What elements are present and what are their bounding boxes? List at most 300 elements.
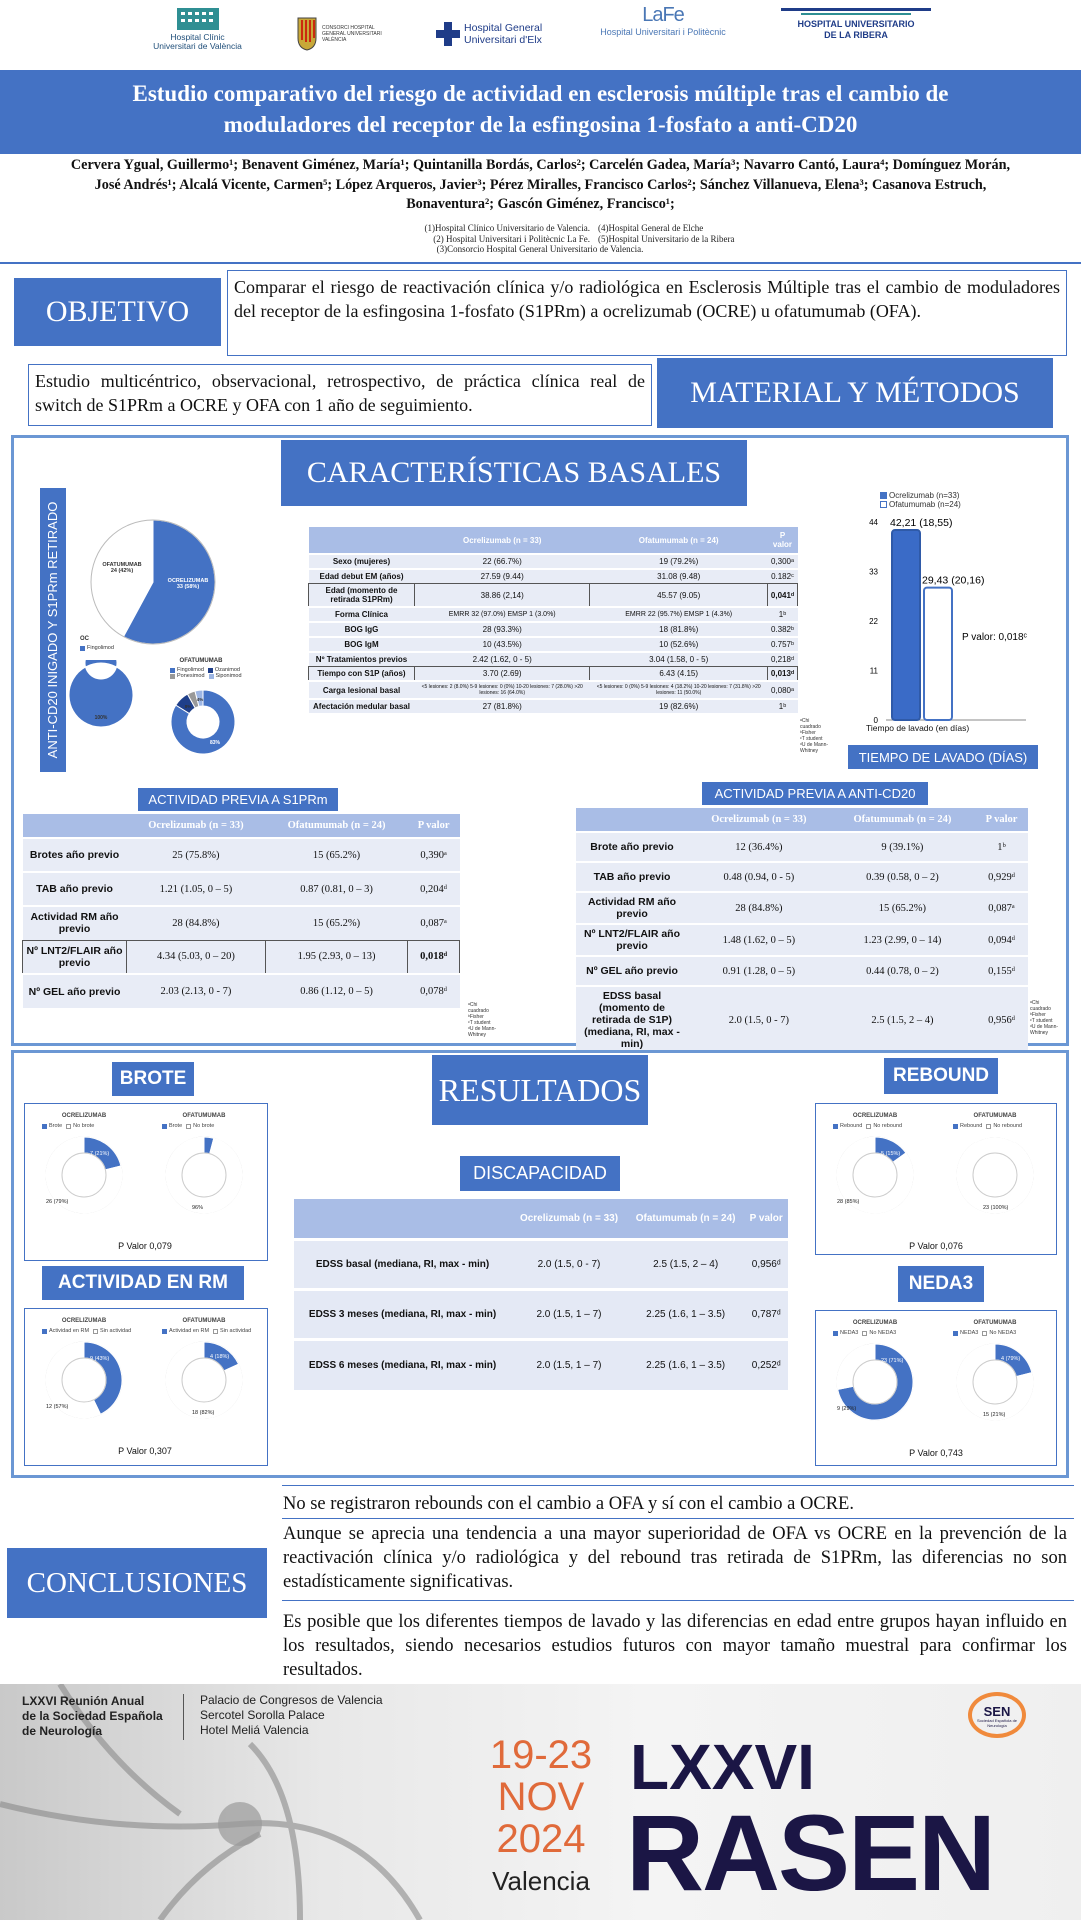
legend-text: NEDA3 [840,1330,859,1336]
panel-ofa-title: OFATUMUMAB [973,1320,1017,1326]
legend-swatch [170,674,175,679]
col-header: P valor [975,808,1028,832]
meeting-l1: LXXVI Reunión Anual [22,1694,145,1708]
table-cell: 2.25 (1.6, 1 – 3.5) [627,1340,745,1390]
lavado-caption: TIEMPO DE LAVADO (DÍAS) [848,745,1038,769]
legend-item [862,1330,896,1336]
pie-ofa-label [92,562,152,574]
affiliation-3: (3)Consorcio Hospital General Universitario de Valencia. [436,244,644,254]
note-d: ᵈU de Mann-Whitney [800,742,829,754]
table-row [23,872,460,906]
legend-swatch [982,1331,987,1336]
meeting-l2: de la Sociedad Española [22,1709,163,1723]
authors [8,156,1073,215]
table-row [309,667,798,682]
table-cell: 27 (81.8%) [415,699,590,713]
legend-item [42,1123,62,1129]
table-row [23,940,460,974]
lavado-legend [880,491,961,509]
dates-l3: 2024 [496,1817,586,1861]
table-cell: 0.382ᵇ [767,622,797,637]
table-cell: 0,218ᵈ [767,652,797,667]
conclusion-3: Es posible que los diferentes tiempos de lavado y las diferencias en edad entre grupos hayan influido en los resultados, siendo necesarios estudios futuros con mayor tamaño muestral para confirmar los resultados. [283,1612,1067,1680]
legend-swatch [213,1329,218,1334]
table-cell: 0.86 (1.12, 0 – 5) [265,974,407,1008]
conclusion-2: Aunque se aprecia una tendencia a una mayor superioridad de OFA vs OCRE en la prevención de la reactivación clínica y/o radiológica y del rebound tras retirada de S1PRm, las diferencias no son estadísticamente significativas. [283,1524,1067,1592]
table-cell: 0,300ᵃ [767,554,797,569]
table-cell: 31.08 (9.48) [590,569,768,584]
footer-venues [200,1693,383,1738]
table-cell: 28 (84.8%) [127,906,266,940]
donut-ofa-small2: 4% [196,697,204,702]
legend-item [162,1328,209,1334]
table-row [309,699,798,713]
legend-swatch [80,646,85,651]
donut-oc-title: OC [80,636,89,642]
table-cell: Nº GEL año previo [23,974,127,1008]
table-cell: 0,078ᵈ [408,974,460,1008]
affiliation-2: (2) Hospital Universitari i Politècnic La Fe. [433,233,590,244]
note-d: ᵈU de Mann-Whitney [468,1026,497,1038]
table-cell: 0,787ᵈ [744,1290,788,1340]
pie-ocre-label [158,578,218,590]
table-cell: 2.0 (1.5, 1 – 7) [511,1290,627,1340]
table-cell: 2.5 (1.5, 2 – 4) [830,986,975,1053]
table-cell: 0,087ᵃ [408,906,460,940]
legend-text: Rebound [960,1123,983,1129]
table-cell: 3.04 (1.58, 0 - 5) [590,652,768,667]
concl-line2 [282,1518,1074,1519]
panel-ofa-title: OFATUMUMAB [182,1113,226,1119]
table-cell: 18 (81.8%) [590,622,768,637]
lavado-legend1: Ocrelizumab (n=33) [889,491,960,500]
venue-l1: Palacio de Congresos de Valencia [200,1693,383,1707]
table-row [294,1340,788,1390]
side-label: ANTI-CD20 INIGADO Y S1PRm RETIRADO [45,501,60,759]
table-cell: 1ᵇ [767,699,797,713]
table-cell: 22 (66.7%) [415,554,590,569]
lavado-legend-ofa [880,500,961,509]
logo-elx-line1: Hospital General [464,22,543,34]
table-cell: 25 (75.8%) [127,838,266,872]
affiliations-right [598,223,798,244]
table-row [309,554,798,569]
note-a: ᵃChi cuadrado [800,718,821,730]
table-row [309,681,798,699]
col-header: Ofatumumab (n = 24) [627,1199,745,1240]
col-header [294,1199,511,1240]
panel-oc-title: OCRELIZUMAB [61,1113,107,1119]
table-cell: 0.91 (1.28, 0 – 5) [688,956,830,986]
legend-item [93,1328,131,1334]
rebound-header: REBOUND [884,1058,998,1094]
logo-ribera-line2: DE LA RIBERA [824,30,888,40]
divider [0,262,1081,264]
y-tick: 11 [869,666,878,676]
table-cell: 1ᵇ [975,832,1028,862]
legend-text: No NEDA3 [869,1330,897,1336]
note-d: ᵈU de Mann-Whitney [1030,1024,1059,1036]
table-cell: EDSS basal (mediana, RI, max - min) [294,1240,511,1290]
legend-item [186,1123,214,1129]
logo-ribera [774,4,938,64]
legend-swatch [862,1331,867,1336]
legend-text: NEDA3 [960,1330,979,1336]
slice-label: 9 (43%) [90,1356,110,1362]
note-a: ᵃChi cuadrado [468,1002,489,1014]
logo-lafe-line2: Hospital Universitari i Politècnic [600,27,726,37]
table-cell: 15 (65.2%) [265,906,407,940]
conclusion-1: No se registraron rebounds con el cambio a OFA y sí con el cambio a OCRE. [283,1494,854,1514]
y-tick: 0 [873,716,878,725]
slice-label: 18 (82%) [192,1410,215,1416]
concl-line1 [282,1485,1074,1486]
table-row [309,569,798,584]
shield-icon [296,16,318,52]
table-cell: 19 (79.2%) [590,554,768,569]
donut-oc-legend-text: Fingolimod [87,645,114,651]
basales-header: CARACTERÍSTICAS BASALES [281,440,747,506]
note-b: ᵇFisher [800,730,816,736]
table-row [309,622,798,637]
panel-oc-title: OCRELIZUMAB [61,1318,107,1324]
slice-label: 1 (4%) [210,1149,227,1155]
table-cell: 45.57 (9.05) [590,584,768,608]
table-cell: EMRR 22 (95.7%) EMSP 1 (4.3%) [590,607,768,622]
table-cell: Tiempo con S1P (años) [309,667,415,682]
legend-ozanimod: Ozanimod [214,667,240,673]
legend-swatch [866,1124,871,1129]
col-header: Ocrelizumab (n = 33) [127,814,266,838]
pie-ofa-name: OFATUMUMAB [102,562,142,568]
legend-swatch [93,1329,98,1334]
slice-label: 26 (79%) [46,1199,69,1205]
table-cell: Brote año previo [576,832,688,862]
lavado-chart [856,512,1036,732]
table-cell: Actividad RM año previo [576,892,688,924]
bar-ocre-label: 42,21 (18,55) [890,517,953,530]
panel-legend [833,1123,902,1129]
logo-elx-line2: Universitari d'Elx [464,34,542,46]
table-cell: 0,018ᵈ [408,940,460,974]
table-cell: 1ᵇ [767,607,797,622]
lavado-xlabel: Tiempo de lavado (en días) [866,723,970,733]
legend-swatch [186,1124,191,1129]
table-cell: 1.21 (1.05, 0 – 5) [127,872,266,906]
table-cell: 0,252ᵈ [744,1340,788,1390]
legend-item [833,1330,858,1336]
metodos-text: Estudio multicéntrico, observacional, retrospectivo, de práctica clínica real de switch de S1PRm a OCRE y OFA con 1 año de seguimiento. [28,364,652,426]
legend-text: Sin actividad [220,1328,252,1334]
table-cell: 0.87 (0.81, 0 – 3) [265,872,407,906]
prev-s1p-table [22,814,460,1008]
table-cell: 0.39 (0.58, 0 – 2) [830,862,975,892]
col-header: P valor [767,527,797,554]
table-row [23,906,460,940]
legend-text: Rebound [840,1123,863,1129]
table-cell: 0,013ᵈ [767,667,797,682]
col-header [23,814,127,838]
donut-ofa-title: OFATUMUMAB [179,658,223,664]
table-cell: 2.42 (1.62, 0 - 5) [415,652,590,667]
rm-header: ACTIVIDAD EN RM [42,1266,244,1300]
logo-hospital-clinic [150,4,245,64]
objetivo-text: Comparar el riesgo de reactivación clínica y/o radiológica en Esclerosis Múltiple tras el cambio de moduladores del receptor de la esfingosina 1-fosfato (S1PRm) a ocrelizumab (OCRE) u ofatumumab (OFA). [227,270,1067,356]
y-tick: 33 [869,567,878,577]
legend-item [866,1123,902,1129]
table-row [23,974,460,1008]
slice-label: 96% [192,1205,204,1211]
pie-ofa-value: 24 (42%) [110,568,134,574]
prev-cd20-table [576,808,1028,1053]
legend-item [953,1123,982,1129]
table-cell: 0,087ᵃ [975,892,1028,924]
legend-item [213,1328,251,1334]
prev-cd20-header: ACTIVIDAD PREVIA A ANTI-CD20 [702,782,928,805]
col-header: Ocrelizumab (n = 33) [688,808,830,832]
affiliations-left [330,223,590,244]
table-cell: 2.5 (1.5, 2 – 4) [627,1240,745,1290]
legend-swatch [953,1331,958,1336]
legend-swatch [42,1124,47,1129]
donut-oc-value: 100% [94,715,108,721]
s1p-notes [468,1002,498,1038]
cd20-notes [1030,1000,1060,1036]
legend-text: Actividad en RM [169,1328,210,1334]
legend-swatch [170,668,175,673]
table-cell: 0.44 (0.78, 0 – 2) [830,956,975,986]
legend-swatch [833,1124,838,1129]
table-cell: Sexo (mujeres) [309,554,415,569]
bar-ofa [924,588,952,720]
authors-line3: Bonaventura²; Gascón Giménez, Francisco¹; [406,196,675,212]
slice-label: 9 (29%) [837,1406,857,1412]
authors-line2: José Andrés¹; Alcalá Vicente, Carmen⁵; López Arqueros, Javier³; Pérez Miralles, Francisco Carlos²; Sánchez Villanueva, Elena³; Casanova Estruch, [94,176,987,193]
table-cell: Afectación medular basal [309,699,415,713]
lavado-legend-ocre [880,491,961,500]
table-cell: BOG IgM [309,637,415,652]
side-label-bar [40,488,66,772]
lavado-pvalue: P valor: 0,018ᶜ [962,632,1028,643]
table-row [294,1290,788,1340]
logo-elx [436,4,546,64]
col-header: Ocrelizumab (n = 33) [511,1199,627,1240]
discapacidad-table [294,1199,788,1390]
legend-item [162,1123,182,1129]
table-cell: 1.95 (2.93, 0 – 13) [265,940,407,974]
legend-text: No brote [73,1123,95,1129]
legend-text: Brote [169,1123,183,1129]
col-header: P valor [744,1199,788,1240]
table-cell: 2.0 (1.5, 0 - 7) [511,1240,627,1290]
legend-swatch [42,1329,47,1334]
table-cell: 6.43 (4.15) [590,667,768,682]
table-cell: 2.0 (1.5, 1 – 7) [511,1340,627,1390]
meeting-l3: de Neurología [22,1724,103,1738]
legend-swatch [953,1124,958,1129]
legend-item [982,1330,1016,1336]
panel-legend [42,1123,94,1129]
note-c: ᶜT student [800,736,823,742]
table-cell: Nº LNT2/FLAIR año previo [576,924,688,956]
table-cell: <5 lesiones: 2 (8.0%) 5-9 lesiones: 0 (0%) 10-20 lesiones: 7 (28.0%) >20 lesiones: 16 (64.0%) [415,681,590,699]
footer [0,1684,1081,1920]
conclusiones-header: CONCLUSIONES [7,1548,267,1618]
panel-legend [42,1328,131,1334]
note-c: ᶜT student [1030,1018,1053,1024]
legend-item [209,673,242,679]
table-cell: Actividad RM año previo [23,906,127,940]
legend-text: No rebound [993,1123,1023,1129]
legend-text: Actividad en RM [49,1328,90,1334]
table-row [576,956,1028,986]
legend-text: No brote [193,1123,215,1129]
table-cell: 0.757ᵇ [767,637,797,652]
table-cell: 0.182ᶜ [767,569,797,584]
table-cell: Nº GEL año previo [576,956,688,986]
table-cell: 28 (93.3%) [415,622,590,637]
table-cell: 0,094ᵈ [975,924,1028,956]
building-icon [175,4,221,32]
col-header: Ofatumumab (n = 24) [830,808,975,832]
table-cell: 0,041ᵈ [767,584,797,608]
col-header: Ofatumumab (n = 24) [590,527,768,554]
logo-lafe [588,4,738,64]
table-cell: 10 (52.6%) [590,637,768,652]
basales-notes [800,718,830,754]
logo-consorci [296,4,386,64]
panel-legend [162,1123,214,1129]
legend-ponesimod: Ponesimod [177,673,205,679]
legend-swatch [162,1329,167,1334]
table-cell: 27.59 (9.44) [415,569,590,584]
col-header: P valor [408,814,460,838]
table-cell: <5 lesiones: 0 (0%) 5-9 lesiones: 4 (18.2%) 10-20 lesiones: 7 (31.8%) >20 lesiones: 11 (50.0%) [590,681,768,699]
note-b: ᵇFisher [468,1014,484,1020]
table-cell: 28 (84.8%) [688,892,830,924]
logo-lafe-line1: LaFe [642,4,684,26]
panel-pvalue: P Valor 0,079 [118,1241,172,1251]
table-cell: BOG IgG [309,622,415,637]
venue-l2: Sercotel Sorolla Palace [200,1708,325,1722]
note-c: ᶜT student [468,1020,491,1026]
legend-text: No NEDA3 [989,1330,1017,1336]
affiliation-1: (1)Hospital Clínico Universitario de Valencia. [424,223,590,233]
donut-oc-legend [80,645,114,651]
sen-l2: Sociedad Española de Neurología [976,1718,1018,1728]
slice-label: 4 (18%) [210,1354,230,1360]
table-cell: 38.86 (2,14) [415,584,590,608]
col-header [576,808,688,832]
table-cell: Brotes año previo [23,838,127,872]
panel-pvalue: P Valor 0,076 [909,1241,963,1251]
bar-ocre [892,530,920,720]
poster-title [0,70,1081,154]
panel-ofa-title: OFATUMUMAB [182,1318,226,1324]
table-row [576,892,1028,924]
col-header [309,527,415,554]
table-cell: Forma Clínica [309,607,415,622]
logo-clinic-line1: Hospital Clínic [170,32,225,42]
authors-line1: Cervera Ygual, Guillermo¹; Benavent Giménez, María¹; Quintanilla Bordás, Carlos²; Carcelén Gadea, María³; Navarro Cantó, Laura⁴; Domínguez Morán, [70,157,1011,173]
panel-ofa-title: OFATUMUMAB [973,1113,1017,1119]
panel-pvalue: P Valor 0,743 [909,1448,963,1458]
metodos-header: MATERIAL Y MÉTODOS [657,358,1053,428]
legend-fingolimod: Fingolimod [177,667,204,673]
logo-ribera-line1: HOSPITAL UNIVERSITARIO [797,19,915,29]
table-row [576,986,1028,1053]
dates-l2: NOV [497,1775,585,1819]
table-cell: 3.70 (2.69) [415,667,590,682]
legend-swatch [833,1331,838,1336]
bar-ofa-label: 29,43 (20,16) [922,574,985,587]
slice-label: 15 (21%) [983,1412,1006,1418]
note-b: ᵇFisher [1030,1012,1046,1018]
donut-ofa-legend [170,667,245,679]
footer-divider [183,1694,184,1740]
y-tick: 22 [869,617,878,626]
legend-item [170,673,205,679]
legend-item [66,1123,94,1129]
objetivo-header: OBJETIVO [14,278,221,346]
legend-item [986,1123,1022,1129]
cross-icon [436,22,460,46]
col-header: Ofatumumab (n = 24) [265,814,407,838]
table-cell: 0,155ᵈ [975,956,1028,986]
affiliation-4: (4)Hospital General de Elche [598,223,704,233]
slice-label: 23 (71%) [881,1358,904,1364]
ribera-bar-icon [781,4,931,18]
table-row [309,652,798,667]
legend-text: Brote [49,1123,63,1129]
legend-item [42,1328,89,1334]
table-cell: TAB año previo [23,872,127,906]
slice-label: 4 (79%) [1001,1356,1021,1362]
table-cell: Carga lesional basal [309,681,415,699]
table-cell: 0,956ᵈ [744,1240,788,1290]
affiliation-5: (5)Hospital Universitario de la Ribera [598,233,735,244]
table-cell: 0,204ᵈ [408,872,460,906]
legend-siponimod: Siponimod [215,673,242,679]
panel-legend [162,1328,251,1334]
panel-oc-title: OCRELIZUMAB [852,1320,898,1326]
table-row [576,924,1028,956]
resultados-header: RESULTADOS [432,1055,648,1125]
legend-swatch [208,668,213,673]
table-cell: 10 (43.5%) [415,637,590,652]
table-cell: 9 (39.1%) [830,832,975,862]
slice-label: 28 (85%) [837,1199,860,1205]
legend-item [953,1330,978,1336]
pie-ocre-name: OCRELIZUMAB [167,578,209,584]
legend-text: No rebound [873,1123,903,1129]
table-row [23,838,460,872]
legend-swatch [880,492,887,499]
panel-legend [833,1330,896,1336]
donut-ofa-small1: 8% [184,704,192,709]
table-cell: EMRR 32 (97.0%) EMSP 1 (3.0%) [415,607,590,622]
brand-l1: LXXVI [630,1731,815,1803]
table-cell: 2.03 (2.13, 0 - 7) [127,974,266,1008]
venue-l3: Hotel Meliá Valencia [200,1723,309,1737]
logo-consorci-text: CONSORCI HOSPITAL GENERAL UNIVERSITARI VALÈNCIA [322,25,382,43]
table-cell: 2.25 (1.6, 1 – 3.5) [627,1290,745,1340]
table-cell: 0,956ᵈ [975,986,1028,1053]
table-cell: 19 (82.6%) [590,699,768,713]
col-header: Ocrelizumab (n = 33) [415,527,590,554]
table-row [309,637,798,652]
slice-label: 12 (57%) [46,1404,69,1410]
